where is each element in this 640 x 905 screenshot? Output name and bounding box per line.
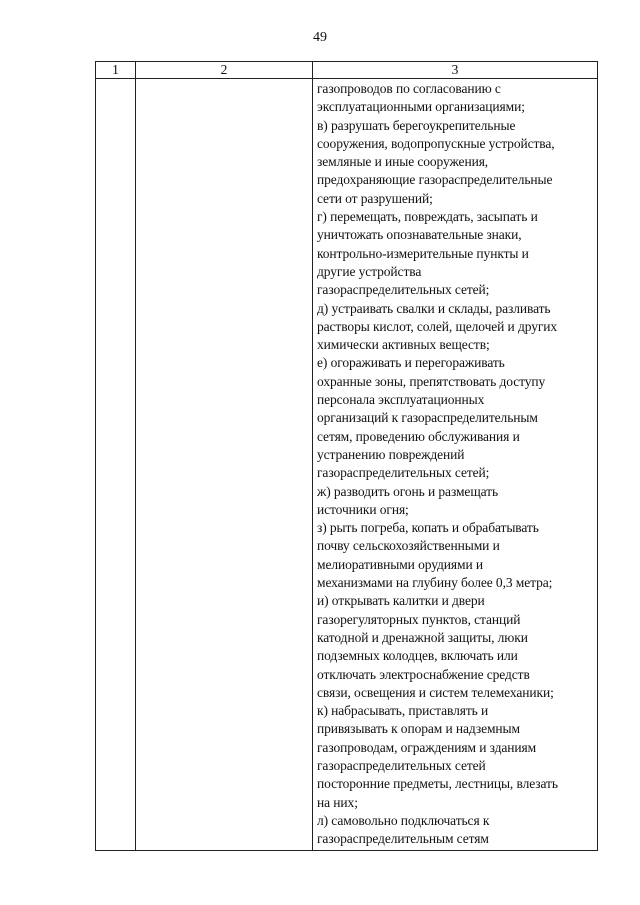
text-line: л) самовольно подключаться к (317, 812, 490, 828)
column-header-3: 3 (313, 62, 598, 79)
text-line: уничтожать опознавательные знаки, (317, 227, 522, 243)
text-line: газопроводам, ограждениям и зданиям (317, 739, 537, 755)
text-line: подземных колодцев, включать или (317, 648, 518, 664)
text-line: ж) разводить огонь и размещать (317, 483, 499, 499)
text-line: посторонние предметы, лестницы, влезать (317, 776, 558, 792)
text-line: другие устройства (317, 263, 422, 279)
text-line: газопроводов по согласованию с (317, 81, 501, 96)
text-line: контрольно-измерительные пункты и (317, 245, 529, 261)
column-header-1: 1 (96, 62, 136, 79)
text-line: газораспределительным сетям (317, 831, 489, 847)
text-line: земляные и иные сооружения, (317, 154, 489, 170)
text-line: и) открывать калитки и двери (317, 593, 485, 609)
text-line: персонала эксплуатационных (317, 392, 485, 408)
text-line: газораспределительных сетей; (317, 465, 490, 481)
text-line: источники огня; (317, 501, 409, 517)
text-line: сооружения, водопропускные устройства, (317, 135, 555, 151)
text-line: отключать электроснабжение средств (317, 666, 530, 682)
column-header-2: 2 (136, 62, 313, 79)
page-number: 49 (313, 30, 327, 45)
text-line: эксплуатационными организациями; (317, 99, 525, 115)
text-line: химически активных веществ; (317, 337, 490, 353)
cell-column-2 (136, 79, 313, 851)
table-header-row (96, 62, 598, 79)
text-line: растворы кислот, солей, щелочей и других (317, 318, 558, 334)
cell-column-3 (313, 79, 598, 851)
text-line: г) перемещать, повреждать, засыпать и (317, 209, 538, 225)
text-line: к) набрасывать, приставлять и (317, 703, 489, 719)
text-line: на них; (317, 794, 358, 810)
text-line: газораспределительных сетей; (317, 282, 490, 298)
text-line: в) разрушать берегоукрепительные (317, 117, 516, 133)
text-line: привязывать к опорам и надземным (317, 721, 520, 737)
text-line: д) устраивать свалки и склады, разливать (317, 300, 551, 316)
text-line: газораспределительных сетей (317, 757, 486, 773)
cell-column-1 (96, 79, 136, 851)
text-line: почву сельскохозяйственными и (317, 538, 500, 554)
text-line: охранные зоны, препятствовать доступу (317, 373, 546, 389)
text-line: связи, освещения и систем телемеханики; (317, 684, 554, 700)
text-line: устранению повреждений (317, 446, 465, 462)
document-table (95, 61, 598, 851)
text-line: механизмами на глубину более 0,3 метра; (317, 575, 553, 591)
text-line: мелиоративными орудиями и (317, 556, 483, 572)
text-line: предохраняющие газораспределительные (317, 172, 553, 188)
table-row (96, 79, 598, 851)
text-line: сетям, проведению обслуживания и (317, 428, 520, 444)
text-line: организаций к газораспределительным (317, 410, 538, 426)
text-line: катодной и дренажной защиты, люки (317, 629, 528, 645)
text-line: е) огораживать и перегораживать (317, 355, 505, 371)
text-line: з) рыть погреба, копать и обрабатывать (317, 520, 539, 536)
text-line: сети от разрушений; (317, 190, 433, 206)
text-line: газорегуляторных пунктов, станций (317, 611, 521, 627)
